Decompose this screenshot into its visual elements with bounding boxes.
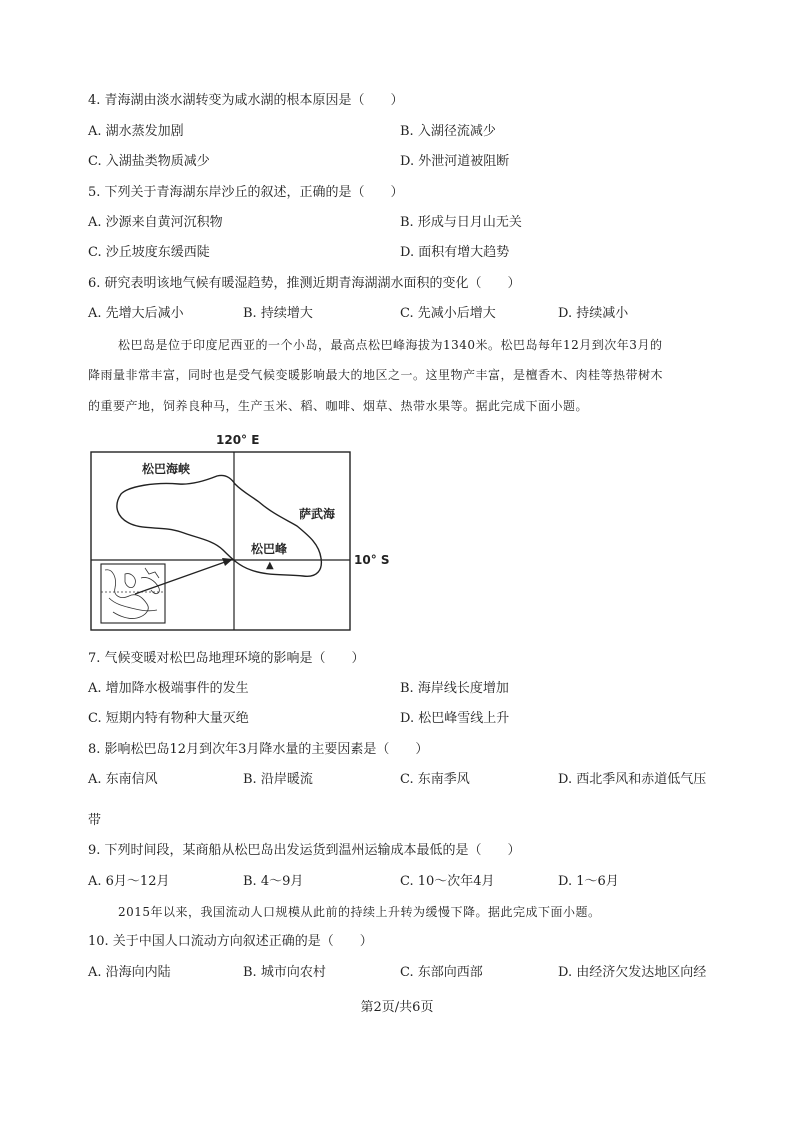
sumba-map [85,428,390,636]
strait-label: 松巴海峡 [142,462,191,476]
q9-option-c: C. 10～次年4月 [400,874,495,889]
passage1-line3: 的重要产地，饲养良种马，生产玉米、稻、咖啡、烟草、热带水果等。据此完成下面小题。 [88,399,589,413]
q6-stem: 6. 研究表明该地气候有暖湿趋势，推测近期青海湖湖水面积的变化（ ） [88,276,521,291]
q5-option-a: A. 沙源来自黄河沉积物 [88,215,223,230]
q10-option-b: B. 城市向农村 [243,965,326,980]
q9-stem: 9. 下列时间段，某商船从松巴岛出发运货到温州运输成本最低的是（ ） [88,843,521,858]
passage1-line2: 降雨量非常丰富，同时也是受气候变暖影响最大的地区之一。这里物产丰富，是檀香木、肉桂等热带树木 [88,368,664,382]
q8-option-b: B. 沿岸暖流 [243,772,313,787]
q10-option-a: A. 沿海向内陆 [88,965,171,980]
longitude-label: 120° E [216,433,260,447]
q5-option-b: B. 形成与日月山无关 [400,215,522,230]
q7-stem: 7. 气候变暖对松巴岛地理环境的影响是（ ） [88,651,365,666]
q7-option-d: D. 松巴峰雪线上升 [400,711,510,726]
sumba-island-outline [117,475,321,576]
q6-option-b: B. 持续增大 [243,306,313,321]
q4-stem: 4. 青海湖由淡水湖转变为咸水湖的根本原因是（ ） [88,93,404,108]
q6-option-a: A. 先增大后减小 [88,306,184,321]
peak-label: 松巴峰 [251,542,288,556]
q9-option-d: D. 1～6月 [558,874,619,889]
q7-option-b: B. 海岸线长度增加 [400,681,509,696]
q8-option-a: A. 东南信风 [88,772,158,787]
q10-option-d: D. 由经济欠发达地区向经 [558,965,707,980]
passage2: 2015年以来，我国流动人口规模从此前的持续上升转为缓慢下降。据此完成下面小题。 [118,905,601,919]
q9-option-b: B. 4～9月 [243,874,304,889]
q4-option-c: C. 入湖盐类物质减少 [88,154,210,169]
q10-option-c: C. 东部向西部 [400,965,483,980]
q7-option-c: C. 短期内特有物种大量灭绝 [88,711,249,726]
q9-option-a: A. 6月～12月 [88,874,170,889]
q10-stem: 10. 关于中国人口流动方向叙述正确的是（ ） [88,934,373,949]
q8-stem: 8. 影响松巴岛12月到次年3月降水量的主要因素是（ ） [88,742,429,757]
q5-stem: 5. 下列关于青海湖东岸沙丘的叙述，正确的是（ ） [88,185,404,200]
q7-option-a: A. 增加降水极端事件的发生 [88,681,249,696]
q6-option-c: C. 先减小后增大 [400,306,496,321]
q4-option-a: A. 湖水蒸发加剧 [88,124,184,139]
inset-arrow-head [222,558,233,566]
q8-option-d-wrap: 带 [88,813,102,828]
passage1-line1: 松巴岛是位于印度尼西亚的一个小岛，最高点松巴峰海拔为1340米。松巴岛每年12月到次年3月的 [118,338,663,352]
page-footer: 第2页/共6页 [360,1000,434,1015]
q5-option-d: D. 面积有增大趋势 [400,245,510,260]
q4-option-b: B. 入湖径流减少 [400,124,496,139]
peak-marker-icon: ▲ [266,560,274,571]
latitude-label: 10° S [354,553,390,567]
q8-option-c: C. 东南季风 [400,772,470,787]
q8-option-d: D. 西北季风和赤道低气压 [558,772,707,787]
sea-label: 萨武海 [299,507,336,521]
q6-option-d: D. 持续减小 [558,306,629,321]
q4-option-d: D. 外泄河道被阻断 [400,154,510,169]
q5-option-c: C. 沙丘坡度东缓西陡 [88,245,210,260]
